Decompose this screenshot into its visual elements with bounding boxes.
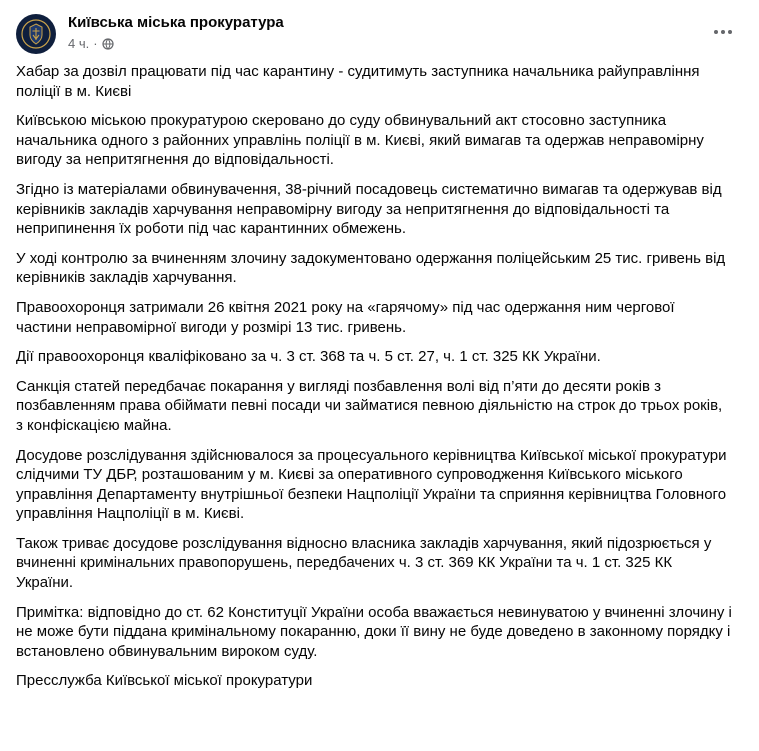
post-paragraph: Примітка: відповідно до ст. 62 Конституції України особа вважається невинуватою у вчиненні злочину і не може бути піддана кримінальному покаранню, доки її вину не буде доведено в законному порядку і встановлено обвинувальним вироком суду. [16, 603, 732, 660]
post-meta [68, 12, 284, 53]
prosecutor-emblem-icon [20, 18, 52, 50]
post-body [16, 62, 743, 691]
more-horizontal-icon [713, 29, 733, 35]
post-paragraph: Київською міською прокуратурою скеровано до суду обвинувальний акт стосовно заступника начальника одного з районних управлінь поліції в м. Києві, який вимагав та одержав неправомірну вигоду за непритягнення до відповідальності. [16, 112, 704, 169]
post-headline: Хабар за дозвіл працювати під час карантину - судитимуть заступника начальника райуправління поліції в м. Києві [16, 63, 700, 100]
post-header [16, 0, 743, 62]
post-timestamp[interactable]: 4 ч. [68, 36, 90, 51]
page-name-link[interactable]: Київська міська прокуратура [68, 14, 284, 31]
post-time-row [68, 35, 284, 53]
globe-icon [102, 38, 114, 50]
post-paragraph: Дії правоохоронця кваліфіковано за ч. 3 ст. 368 та ч. 5 ст. 27, ч. 1 ст. 325 КК України. [16, 348, 601, 366]
post-paragraph: Також триває досудове розслідування відносно власника закладів харчування, який підозрюється у вчиненні кримінальних правопорушень, передбачених ч. 3 ст. 369 КК України та ч. 1 ст. 325 КК України. [16, 534, 712, 592]
post-paragraph: Санкція статей передбачає покарання у вигляді позбавлення волі від п’яти до десяти років з позбавленням права обіймати певні посади чи займатися певною діяльністю на строк до трьох років, з конфіскацією майна. [16, 377, 723, 434]
post-paragraph: У ході контролю за вчиненням злочину задокументовано одержання поліцейським 25 тис. гривень від керівників закладів харчування. [16, 249, 726, 287]
meta-separator: · [93, 36, 98, 51]
post-options-button[interactable] [707, 16, 739, 48]
post-paragraph: Згідно із матеріалами обвинувачення, 38-річний посадовець систематично вимагав та одержував від керівників закладів харчування неправомірну вигоду за непритягнення до відповідальності та неприпинення їх роботи під час карантинних обмежень. [16, 180, 722, 238]
post-signature: Пресслужба Київської міської прокуратури [16, 672, 313, 690]
post-paragraph: Досудове розслідування здійснювалося за процесуального керівництва Київської міської прокуратури слідчими ТУ ДБР, розташованим у м. Києві за оперативного супроводження Київського міського управління Департаменту внутрішньої безпеки Нацполіції України та сприяння керівництва Головного управління Нацполіції в м. Києві. [16, 446, 727, 523]
post-paragraph: Правоохоронця затримали 26 квітня 2021 року на «гарячому» під час одержання ним чергової частини неправомірної вигоди у розмірі 13 тис. гривень. [16, 298, 675, 336]
avatar[interactable] [16, 14, 56, 54]
